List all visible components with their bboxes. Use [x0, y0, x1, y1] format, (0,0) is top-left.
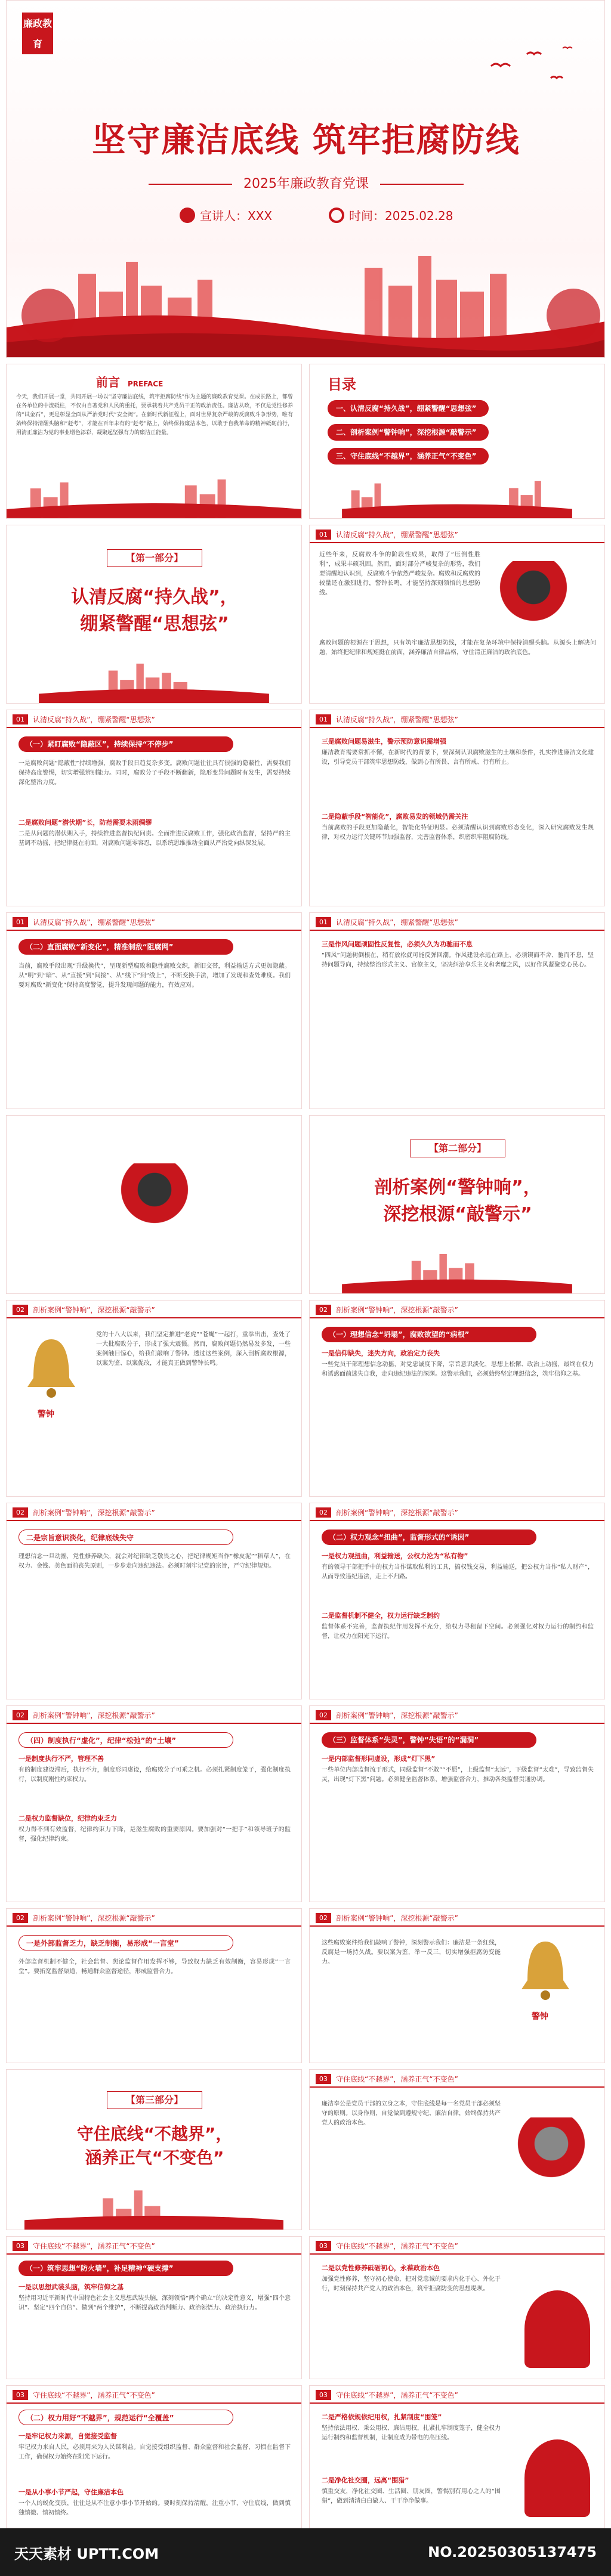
header-text: 守住底线“不越界”，涵养正气“不变色”: [336, 2075, 458, 2083]
logo: 廉政教育: [22, 13, 53, 54]
part1-title-line2: 绷紧警醒“思想弦”: [80, 614, 229, 634]
header-badge: 02: [316, 1710, 331, 1720]
part1-s1-header: [7, 710, 301, 728]
part2-title-line2: 深挖根源“敲警示”: [383, 1204, 532, 1225]
part3-d3-b-text: 慎重交友，净化社交圈、生活圈、朋友圈，警惕别有用心之人的“围猎”，做到清清白白做人、干干净净做事。: [322, 2488, 501, 2504]
part2-c5-text: 外部监督机制不健全，社会监督、舆论监督作用发挥不够，导致权力缺乏有效制衡，容易形成“一言堂”。要拓宽监督渠道，畅通群众监督途径，形成监督合力。: [18, 1959, 291, 1975]
slides-grid: [6, 0, 605, 2528]
part3-d2-a: 一是牢记权力来源，自觉接受监督: [18, 2432, 117, 2440]
header-text: 守住底线“不越界”，涵养正气“不变色”: [33, 2241, 155, 2250]
part1-tag: 【第一部分】: [107, 549, 202, 567]
header-badge: 02: [13, 1710, 28, 1720]
header-text: 认清反腐“持久战”，绷紧警醒“思想弦”: [336, 530, 458, 539]
part2-c3-a: 一是内部监督形同虚设，形成“灯下黑”: [322, 1755, 436, 1763]
part1-s3-title: （二）直面腐败“新变化”，精准制敌“阻腐网”: [18, 939, 233, 955]
part1-title-slide: [6, 525, 302, 704]
part3-d3-b: 二是净化社交圈，远离“围猎”: [322, 2476, 409, 2484]
part1-s1-slide: [6, 710, 302, 906]
part3-title-line2: 涵养正气“不变色”: [85, 2148, 224, 2168]
part1-intro-slide: [309, 525, 605, 704]
bell-label-2: 警钟: [532, 2012, 548, 2021]
speaker: [180, 206, 272, 224]
header-badge: 01: [316, 917, 331, 927]
part3-d1b-slide: [309, 2236, 605, 2379]
part2-intro-header: [7, 1301, 301, 1318]
header-badge: 03: [316, 2241, 331, 2251]
part2-c2-text: 有的领导干部把手中的权力当作谋取私利的工具，搞权钱交易，利益输送，把公权力当作“私人财产”，从而导致违纪违法，走上不归路。: [322, 1564, 594, 1580]
header-badge: 02: [13, 1305, 28, 1315]
watermark-left: 天天素材 UPTT.COM: [14, 2545, 159, 2562]
header-badge: 02: [13, 1507, 28, 1518]
preface-title-en: PREFACE: [127, 380, 163, 388]
part2-c4-title: （四）制度执行“虚化”，纪律“松弛”的“土壤”: [18, 1732, 233, 1748]
toc-item-1[interactable]: 一、认清反腐“持久战”，绷紧警醒“思想弦”: [328, 400, 489, 417]
part2-intro-text: 党的十八大以来，我们坚定推进“老虎”“苍蝇”一起打，重拳出击，查处了一大批腐败分子，形成了强大震慑。然而，腐败问题仍然易发多发，一些案例触目惊心，给我们敲响了警钟。透过这些案例，深入剖析腐败根源，以案为鉴、以案促改，才能真正做到警钟长鸣。: [96, 1332, 291, 1367]
user-icon: [180, 208, 195, 223]
part3-d1-b-text: 加强党性修养，坚守初心使命，把对党忠诚的要求内化于心、外化于行，时刻保持共产党人的政治本色，筑牢拒腐防变的思想堤坝。: [322, 2276, 501, 2292]
part2-tag: 【第二部分】: [410, 1140, 505, 1157]
birds-icon: [485, 42, 581, 102]
part2-c5-header: [7, 1909, 301, 1927]
part3-title-slide: [6, 2069, 302, 2230]
part1-s3-text: 当前，腐败手段出现“升级换代”，呈现新型腐败和隐性腐败交织，新旧交替，利益输送方式更加隐蔽。从“明”到“暗”、从“直接”到“间接”、从“线下”到“线上”，不断变换手法，增加了发现和查处难度。我们要对腐败“新变化”保持高度警觉，提升发现问题的能力，有效应对。: [18, 963, 291, 989]
silhouette-image: [524, 2439, 590, 2517]
toc-item-3[interactable]: 三、守住底线“不越界”，涵养正气“不变色”: [328, 448, 489, 465]
part2-c3-title: （三）监督体系“失灵”，警钟“失语”的“漏洞”: [322, 1732, 536, 1748]
part3-d1-header: [7, 2237, 301, 2255]
toc-item-2[interactable]: 二、剖析案例“警钟响”，深挖根源“敲警示”: [328, 424, 489, 441]
toc-slide: [309, 364, 605, 519]
preface-title: [96, 373, 163, 390]
watermark-bar: [0, 2528, 611, 2576]
part3-d1-slide: [6, 2236, 302, 2379]
header-text: 剖析案例“警钟响”，深挖根源“敲警示”: [33, 1305, 155, 1314]
part2-c2-slide: [309, 1503, 605, 1699]
header-badge: 03: [13, 2241, 28, 2251]
part1-s1-title: （一）紧盯腐败“隐蔽区”，持续保持“不停步”: [18, 736, 233, 752]
part2-c4-header: [7, 1706, 301, 1724]
cover-slide: [6, 0, 605, 358]
part2-c1b-header: [7, 1503, 301, 1521]
part1-s6-title: 三是作风问题顽固性反复性，必须久久为功驰而不息: [322, 940, 473, 948]
fist-image: [116, 1163, 193, 1229]
city-skyline: [7, 238, 605, 357]
part2-c4-slide: [6, 1705, 302, 1902]
part2-end-slide: [309, 1908, 605, 2063]
header-badge: 01: [13, 714, 28, 724]
header-text: 剖析案例“警钟响”，深挖根源“敲警示”: [33, 1711, 155, 1720]
header-badge: 02: [13, 1913, 28, 1923]
part2-c2-b-text: 监督体系不完善，监督执纪作用发挥不充分，给权力寻租留下空间。必须强化对权力运行的制约和监督，让权力在阳光下运行。: [322, 1624, 594, 1640]
part2-c5-slide: [6, 1908, 302, 2063]
part3-d3-text: 一个人的蜕化变质，往往是从不注意小事小节开始的。要时刻保持清醒，注重小节，守住底线，做到慎独慎微、慎初慎终。: [18, 2500, 291, 2516]
bell-icon: [24, 1336, 78, 1402]
part1-s4-title: 二是隐蔽手段“智能化”，腐败易发的领域仍需关注: [322, 813, 468, 821]
part3-d1-a: 一是以思想武装头脑，筑牢信仰之基: [18, 2283, 124, 2291]
part2-c3-header: [310, 1706, 604, 1724]
part1-s3b-header: [7, 913, 301, 931]
fist-image: [513, 2117, 590, 2183]
header-text: 剖析案例“警钟响”，深挖根源“敲警示”: [33, 1508, 155, 1517]
header-text: 剖析案例“警钟响”，深挖根源“敲警示”: [33, 1914, 155, 1922]
silhouette-image: [524, 2290, 590, 2368]
part1-s3b-slide: [6, 912, 302, 1109]
part1-s5-text: 廉洁教育需要常抓不懈，在新时代的背景下，要深刻认识腐败滋生的土壤和条件，扎实推进廉洁文化建设，引导党员干部筑牢思想防线，做到心有所畏、言有所戒、行有所止。: [322, 750, 594, 766]
part2-c1-text: 一些党员干部理想信念动摇，对党忠诚度下降，宗旨意识淡化，思想上松懈、政治上动摇，最终在权力和诱惑面前迷失自我，走向违纪违法的深渊。这警示我们，必须始终坚定理想信念，筑牢信仰之基。: [322, 1361, 594, 1377]
header-text: 认清反腐“持久战”，绷紧警醒“思想弦”: [336, 918, 458, 927]
header-text: 剖析案例“警钟响”，深挖根源“敲警示”: [336, 1914, 458, 1922]
watermark-right: NO.20250305137475: [428, 2544, 597, 2560]
bell-label: 警钟: [38, 1410, 54, 1419]
part1-skyline: [7, 661, 301, 703]
part3-skyline: [7, 2188, 301, 2230]
header-text: 守住底线“不越界”，涵养正气“不变色”: [33, 2391, 155, 2399]
header-badge: 01: [13, 917, 28, 927]
date-text: 时间：2025.02.28: [349, 209, 453, 223]
header-badge: 02: [316, 1913, 331, 1923]
preface-title-cn: 前言: [96, 375, 120, 389]
part1-s4-text: 当前腐败的手段更加隐蔽化，智能化特征明显。必须清醒认识到腐败形态变化，深入研究腐败发生规律，对权力运行关键环节加强监督，完善监督体系，织密织牢阻腐防线。: [322, 825, 594, 841]
header-badge: 02: [316, 1507, 331, 1518]
bell-icon-2: [519, 1939, 572, 2004]
part1-intro-text: 近些年来，反腐败斗争的阶段性成果，取得了“压倒性胜利”，成果丰硕巩固。然而，面对部分严峻复杂的形势，我们要清醒地认识到，反腐败斗争依然严峻复杂。腐败和反腐败的较量还在激烈进行，警钟长鸣，才能坚持深刻领悟的思想防线。: [319, 552, 480, 596]
part2-c1-a: 一是信仰缺失，迷失方向，政治定力丧失: [322, 1349, 440, 1357]
part3-d1-text: 坚持用习近平新时代中国特色社会主义思想武装头脑，深刻领悟“两个确立”的决定性意义，增强“四个意识”、坚定“四个自信”、做到“两个维护”，不断提高政治判断力、政治领悟力、政治执行力。: [18, 2295, 291, 2311]
header-badge: 02: [316, 1305, 331, 1315]
part1-s6-slide: [309, 912, 605, 1109]
part1-title-line1: 认清反腐“持久战”，: [71, 587, 238, 608]
part1-s1-text: 一是腐败问题“隐蔽性”持续增强，腐败手段日趋复杂多变。腐败问题往往具有很强的隐蔽性，需要我们保持高度警惕，切实增强辨别能力。同时，腐败分子手段不断翻新，隐形变异问题时有发生，需要持续深化整治力度。: [18, 760, 291, 786]
part1-s3-header: [310, 710, 604, 728]
part2-c1-slide: [309, 1300, 605, 1497]
preface-skyline: [7, 476, 301, 518]
part1-s2-title: 二是腐败问题“潜伏期”长，防范需要未雨绸缪: [18, 819, 152, 826]
part3-d2-b-text: 坚持依法用权、秉公用权、廉洁用权，扎紧扎牢制度笼子，健全权力运行制约和监督机制，让制度成为带电的高压线。: [322, 2425, 501, 2441]
part2-c4-a: 一是制度执行不严，管理不善: [18, 1755, 104, 1763]
preface-slide: [6, 364, 302, 519]
part2-c2-b: 二是监督机制不健全，权力运行缺乏制约: [322, 1612, 440, 1620]
part2-c3-slide: [309, 1705, 605, 1902]
part2-end-text: 这些腐败案件给我们敲响了警钟，深刻警示我们：廉洁是一条红线，反腐是一场持久战。要以案为鉴，举一反三，切实增强拒腐防变能力。: [322, 1940, 501, 1965]
date: [329, 206, 453, 224]
preface-text: 今天，我们开展一堂，共同开展一场以“坚守廉洁底线，筑牢拒腐防线”作为主题的廉政教育党课。在成长路上，都曾在各单位的中流砥柱，不仅由自著党和人民的重托，要承载着共产党员干正的政治责任。廉洁从政，不仅是党性修养的“试金石”，更是彰显全面从严治党时代“安全阀”。在新时代新征程上，面对世界复杂严峻的反腐败斗争形势，唯有始终保持清醒头脑和“赶考”，才能在百年未有的“赶考”路上，始终保持廉洁本色，以敢于自我革命的精神砥砺前行，用清正廉洁为党的事业增色添彩，凝聚起坚强有力的廉洁正能量。: [16, 394, 293, 436]
part2-fist-slide: [6, 1115, 302, 1294]
part3-d2-slide: [6, 2385, 302, 2528]
header-text: 认清反腐“持久战”，绷紧警醒“思想弦”: [33, 918, 155, 927]
part3-title-line1: 守住底线“不越界”，: [76, 2124, 233, 2144]
part2-skyline: [310, 1252, 604, 1293]
header-text: 剖析案例“警钟响”，深挖根源“敲警示”: [336, 1508, 458, 1517]
part1-intro-text-2: 腐败问题的根源在于思想，只有筑牢廉洁思想防线，才能在复杂环境中保持清醒头脑。从源头上解决问题，始终把纪律和规矩挺在前面，涵养廉洁自律品格，守住清正廉洁的政治底色。: [319, 640, 596, 656]
header-badge: 03: [13, 2390, 28, 2400]
part2-c4-b-text: 权力得不到有效监督，纪律约束力下降，是滋生腐败的重要原因。要加强对“一把手”和领导班子的监督，强化纪律约束。: [18, 1826, 291, 1843]
part1-header: [310, 525, 604, 543]
fist-image: [495, 561, 572, 627]
part3-d2-b: 二是严格依规依纪用权，扎紧制度“围笼”: [322, 2413, 442, 2421]
header-text: 认清反腐“持久战”，绷紧警醒“思想弦”: [336, 715, 458, 724]
part1-s2-text: 二是从问题的潜伏期入手，持续推进监督执纪问责。全面推进反腐败工作，强化政治监督，坚持严的主基调不动摇，把纪律挺在前面，对腐败问题零容忍，以系统思维推动全面从严治党向纵深发展。: [18, 831, 291, 847]
part2-c1-title: （一）理想信念“坍塌”，腐败欲望的“病根”: [322, 1327, 536, 1342]
part2-intro-slide: [6, 1300, 302, 1497]
part2-c2-header: [310, 1503, 604, 1521]
part2-c1-header: [310, 1301, 604, 1318]
part2-c1-b: 二是宗旨意识淡化，纪律底线失守: [18, 1530, 233, 1545]
part3-d2b-slide: [309, 2385, 605, 2528]
part1-s6-text: “四风”问题树倒根在，稍有放松就可能反弹回潮。作风建设永远在路上，必须锲而不舍、驰而不息，坚持问题导向，持续整治形式主义、官僚主义，坚决纠治享乐主义和奢靡之风，以好作风凝聚党心民心。: [322, 952, 594, 968]
header-badge: 03: [316, 2390, 331, 2400]
part3-intro-slide: [309, 2069, 605, 2230]
part3-d2-title: （二）权力用好“不越界”，规范运行“全覆盖”: [18, 2410, 233, 2425]
part2-title-slide: [309, 1115, 605, 1294]
part3-d1b-header: [310, 2237, 604, 2255]
header-badge: 01: [316, 714, 331, 724]
cover-title: 坚守廉洁底线 筑牢拒腐防线: [92, 121, 520, 160]
part2-title-line1: 剖析案例“警钟响”，: [374, 1177, 541, 1198]
clock-icon: [329, 208, 344, 223]
toc-skyline: [310, 476, 604, 518]
part2-c2-a: 一是权力观扭曲，利益输送，公权力沦为“私有物”: [322, 1552, 468, 1560]
header-text: 守住底线“不越界”，涵养正气“不变色”: [336, 2241, 458, 2250]
part3-d2b-header: [310, 2386, 604, 2404]
part2-c3-text: 一些单位内部监督流于形式，同级监督“不敢”“不愿”，上级监督“太远”，下级监督“太难”，导致监督失灵，出现“灯下黑”问题。必须健全监督体系，增强监督合力，推动各类监督贯通协调。: [322, 1767, 594, 1783]
speaker-text: 宣讲人：XXX: [200, 209, 273, 223]
part2-c1-b-text: 理想信念一旦动摇，党性修养缺失，就会对纪律缺乏敬畏之心，把纪律规矩当作“橡皮泥”“稻草人”，在权力、金钱、美色面前丧失原则，一步步走向违纪违法。必须时刻牢记党的宗旨，严守纪律规矩。: [18, 1553, 291, 1569]
header-badge: 03: [316, 2074, 331, 2084]
header-text: 认清反腐“持久战”，绷紧警醒“思想弦”: [33, 715, 155, 724]
header-badge: 01: [316, 530, 331, 540]
part2-c4-text: 有的制度建设滞后，执行不力，制度形同虚设，给腐败分子可乘之机。必须扎紧制度笼子，强化制度执行，以制度刚性约束权力。: [18, 1767, 291, 1783]
part3-d1-title: （一）筑牢思想“防火墙”，补足精神“硬支撑”: [18, 2261, 233, 2276]
header-text: 守住底线“不越界”，涵养正气“不变色”: [336, 2391, 458, 2399]
part1-s5-title: 三是腐败问题易滋生，警示预防意识需增强: [322, 738, 446, 745]
part3-intro-text: 廉洁奉公是党员干部的立身之本，守住底线是每一名党员干部必须坚守的原则。以身作则，自觉做到遵规守纪、廉洁自律，始终保持共产党人的政治本色。: [322, 2101, 501, 2126]
part1-s6-header: [310, 913, 604, 931]
part2-end-header: [310, 1909, 604, 1927]
part2-c5-title: 一是外部监督乏力，缺乏制衡，易形成“一言堂”: [18, 1935, 233, 1950]
cover-subtitle: [7, 174, 605, 192]
part3-d2-text: 牢记权力来自人民，必须用来为人民谋利益。自觉接受组织监督、群众监督和社会监督，习惯在监督下工作，确保权力始终在阳光下运行。: [18, 2444, 291, 2460]
part1-s3-slide: [309, 710, 605, 906]
part3-intro-header: [310, 2070, 604, 2088]
part2-c4-b: 二是权力监督缺位，纪律约束乏力: [18, 1815, 117, 1822]
part2-c2-title: （二）权力观念“扭曲”，监督形式的“诱因”: [322, 1530, 536, 1545]
part3-d1-b: 二是以党性修养砥砺初心，永葆政治本色: [322, 2264, 440, 2272]
part2-c1b-slide: [6, 1503, 302, 1699]
header-text: 剖析案例“警钟响”，深挖根源“敲警示”: [336, 1305, 458, 1314]
header-text: 剖析案例“警钟响”，深挖根源“敲警示”: [336, 1711, 458, 1720]
toc-title: 目录: [328, 376, 356, 393]
part3-d2-header: [7, 2386, 301, 2404]
cover-subtitle-text: 2025年廉政教育党课: [243, 177, 369, 191]
part3-d3-a: 一是从小事小节严起，守住廉洁本色: [18, 2488, 124, 2496]
part3-tag: 【第三部分】: [107, 2091, 202, 2109]
